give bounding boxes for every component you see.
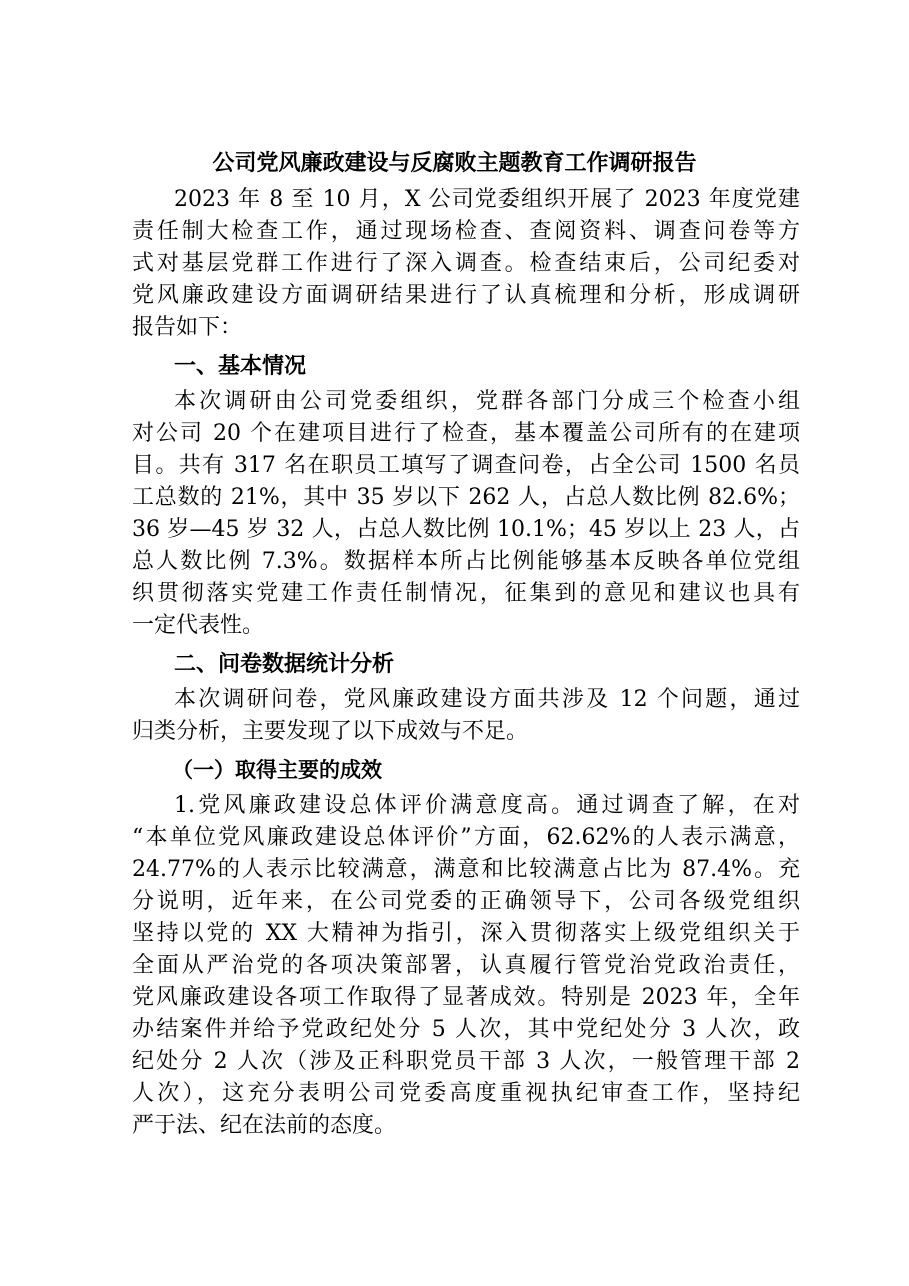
subsection1-line-8: 办结案件并给予党政纪处分 5 人次，其中党纪处分 3 人次，政 (132, 1017, 800, 1042)
subsection1-line-4: 分说明，近年来，在公司党委的正确领导下，公司各级党组织 (132, 889, 800, 914)
section1-line-3: 目。共有 317 名在职员工填写了调查问卷，占全公司 1500 名员 (132, 453, 800, 478)
section1-line-7: 织贯彻落实党建工作责任制情况，征集到的意见和建议也具有 (132, 581, 800, 606)
section1-line-1: 本次调研由公司党委组织，党群各部门分成三个检查小组 (174, 389, 800, 414)
intro-line-2: 责任制大检查工作，通过现场检查、查阅资料、调查问卷等方 (132, 219, 800, 244)
subsection-heading-achievements: （一）取得主要的成效 (172, 757, 382, 782)
intro-line-1: 2023 年 8 至 10 月，X 公司党委组织开展了 2023 年度党建 (174, 187, 800, 212)
section-heading-survey-analysis: 二、问卷数据统计分析 (174, 651, 395, 677)
intro-line-4: 党风廉政建设方面调研结果进行了认真梳理和分析，形成调研 (132, 283, 800, 308)
section2-line-2: 归类分析，主要发现了以下成效与不足。 (132, 719, 529, 744)
section2-line-1: 本次调研问卷，党风廉政建设方面共涉及 12 个问题，通过 (174, 687, 800, 712)
subsection1-line-1: 1.党风廉政建设总体评价满意度高。通过调查了解，在对 (174, 793, 800, 818)
subsection1-line-7: 党风廉政建设各项工作取得了显著成效。特别是 2023 年，全年 (132, 985, 800, 1010)
section1-line-6: 总人数比例 7.3%。数据样本所占比例能够基本反映各单位党组 (132, 549, 800, 574)
section-heading-basic-info: 一、基本情况 (174, 353, 307, 379)
section1-line-8: 一定代表性。 (132, 613, 265, 638)
subsection1-line-9: 纪处分 2 人次（涉及正科职党员干部 3 人次，一般管理干部 2 (132, 1049, 800, 1074)
subsection1-line-3: 24.77%的人表示比较满意，满意和比较满意占比为 87.4%。充 (132, 857, 800, 882)
subsection1-line-5: 坚持以党的 XX 大精神为指引，深入贯彻落实上级党组织关于 (132, 921, 800, 946)
intro-line-3: 式对基层党群工作进行了深入调查。检查结束后，公司纪委对 (132, 251, 800, 276)
subsection1-line-6: 全面从严治党的各项决策部署，认真履行管党治党政治责任， (132, 953, 800, 978)
subsection1-line-11: 严于法、纪在法前的态度。 (132, 1113, 397, 1138)
section1-line-4: 工总数的 21%，其中 35 岁以下 262 人，占总人数比例 82.6%； (132, 485, 800, 510)
section1-line-5: 36 岁—45 岁 32 人，占总人数比例 10.1%；45 岁以上 23 人，占 (132, 517, 800, 542)
subsection1-line-2: “本单位党风廉政建设总体评价”方面，62.62%的人表示满意， (132, 825, 800, 850)
document-title: 公司党风廉政建设与反腐败主题教育工作调研报告 (212, 150, 697, 176)
subsection1-line-10: 人次），这充分表明公司党委高度重视执纪审查工作，坚持纪 (132, 1081, 800, 1106)
section1-line-2: 对公司 20 个在建项目进行了检查，基本覆盖公司所有的在建项 (132, 421, 800, 446)
intro-line-5: 报告如下： (132, 315, 243, 340)
